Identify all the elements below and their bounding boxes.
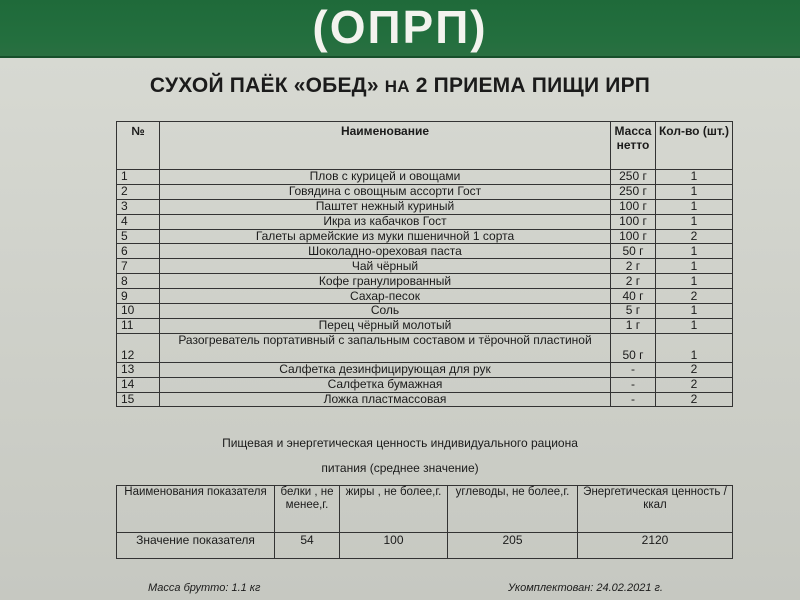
item-qty: 2 [656,392,733,407]
header-name: Наименование [160,122,611,170]
item-name: Говядина с овощным ассорти Гост [160,184,611,199]
item-qty: 1 [656,244,733,259]
item-no: 1 [117,170,160,185]
item-no: 4 [117,214,160,229]
item-no: 9 [117,289,160,304]
item-mass: 5 г [611,304,656,319]
nutrition-header-row [117,486,733,533]
item-name: Плов с курицей и овощами [160,170,611,185]
item-mass: 50 г [611,333,656,362]
item-name: Шоколадно-ореховая паста [160,244,611,259]
item-name: Салфетка бумажная [160,377,611,392]
header-banner [0,0,800,58]
table-row [117,244,733,259]
nutri-value-energy: 2120 [578,533,733,559]
banner-title: (ОПРП) [312,1,488,53]
items-header-row [117,122,733,170]
item-mass: 100 г [611,229,656,244]
item-no: 11 [117,318,160,333]
table-row [117,304,733,319]
title-part-1: СУХОЙ ПАЁК «ОБЕД» [149,74,379,97]
table-row [117,333,733,362]
item-qty: 1 [656,184,733,199]
item-no: 14 [117,377,160,392]
item-qty: 1 [656,170,733,185]
item-no: 7 [117,259,160,274]
item-qty: 1 [656,199,733,214]
item-name: Чай чёрный [160,259,611,274]
item-mass: 100 г [611,199,656,214]
page-title [0,74,800,98]
packed-date: Укомплектован: 24.02.2021 г. [508,582,663,594]
item-mass: 2 г [611,274,656,289]
item-mass: 50 г [611,244,656,259]
table-row [117,362,733,377]
nutri-header-protein: белки , не менее,г. [275,486,340,533]
table-row [117,289,733,304]
item-no: 8 [117,274,160,289]
item-qty: 2 [656,289,733,304]
gross-weight: Масса брутто: 1.1 кг [148,582,261,594]
item-name: Сахар-песок [160,289,611,304]
nutri-header-energy: Энергетическая ценность /ккал [578,486,733,533]
item-no: 15 [117,392,160,407]
item-mass: 250 г [611,170,656,185]
item-no: 6 [117,244,160,259]
title-part-3: 2 ПРИЕМА ПИЩИ ИРП [415,74,651,97]
table-row [117,392,733,407]
item-mass: 1 г [611,318,656,333]
item-no: 12 [117,333,160,362]
header-qty: Кол-во (шт.) [656,122,733,170]
item-qty: 1 [656,274,733,289]
header-no: № [117,122,160,170]
items-table [116,121,733,407]
item-name: Соль [160,304,611,319]
item-qty: 2 [656,377,733,392]
table-row [117,229,733,244]
item-name: Разогреватель портативный с запальным составом и тёрочной пластиной [160,333,611,362]
nutri-header-fat: жиры , не более,г. [340,486,448,533]
item-no: 13 [117,362,160,377]
header-mass: Масса нетто [611,122,656,170]
table-row [117,184,733,199]
item-mass: 40 г [611,289,656,304]
item-name: Кофе гранулированный [160,274,611,289]
item-name: Ложка пластмассовая [160,392,611,407]
nutrition-heading-1: Пищевая и энергетическая ценность индивидуального рациона [222,436,578,450]
item-no: 10 [117,304,160,319]
item-mass: 250 г [611,184,656,199]
item-qty: 1 [656,304,733,319]
nutrition-table [116,485,733,559]
item-mass: 100 г [611,214,656,229]
nutri-value-name: Значение показателя [117,533,275,559]
nutrition-value-row [117,533,733,559]
item-name: Паштет нежный куриный [160,199,611,214]
item-mass: - [611,377,656,392]
table-row [117,259,733,274]
item-no: 2 [117,184,160,199]
item-name: Перец чёрный молотый [160,318,611,333]
items-body [117,170,733,407]
nutri-value-carbs: 205 [448,533,578,559]
item-mass: 2 г [611,259,656,274]
item-name: Салфетка дезинфицирующая для рук [160,362,611,377]
item-qty: 2 [656,229,733,244]
item-mass: - [611,362,656,377]
item-qty: 2 [656,362,733,377]
nutri-header-carbs: углеводы, не более,г. [448,486,578,533]
table-row [117,274,733,289]
item-qty: 1 [656,259,733,274]
table-row [117,170,733,185]
nutri-header-name: Наименования показателя [117,486,275,533]
item-name: Икра из кабачков Гост [160,214,611,229]
item-name: Галеты армейские из муки пшеничной 1 сорта [160,229,611,244]
item-qty: 1 [656,333,733,362]
item-no: 5 [117,229,160,244]
nutri-value-protein: 54 [275,533,340,559]
table-row [117,377,733,392]
title-part-2: НА [384,77,410,96]
table-row [117,199,733,214]
table-row [117,214,733,229]
item-mass: - [611,392,656,407]
item-qty: 1 [656,214,733,229]
item-qty: 1 [656,318,733,333]
nutrition-heading-2: питания (среднее значение) [321,461,479,475]
nutri-value-fat: 100 [340,533,448,559]
table-row [117,318,733,333]
item-no: 3 [117,199,160,214]
